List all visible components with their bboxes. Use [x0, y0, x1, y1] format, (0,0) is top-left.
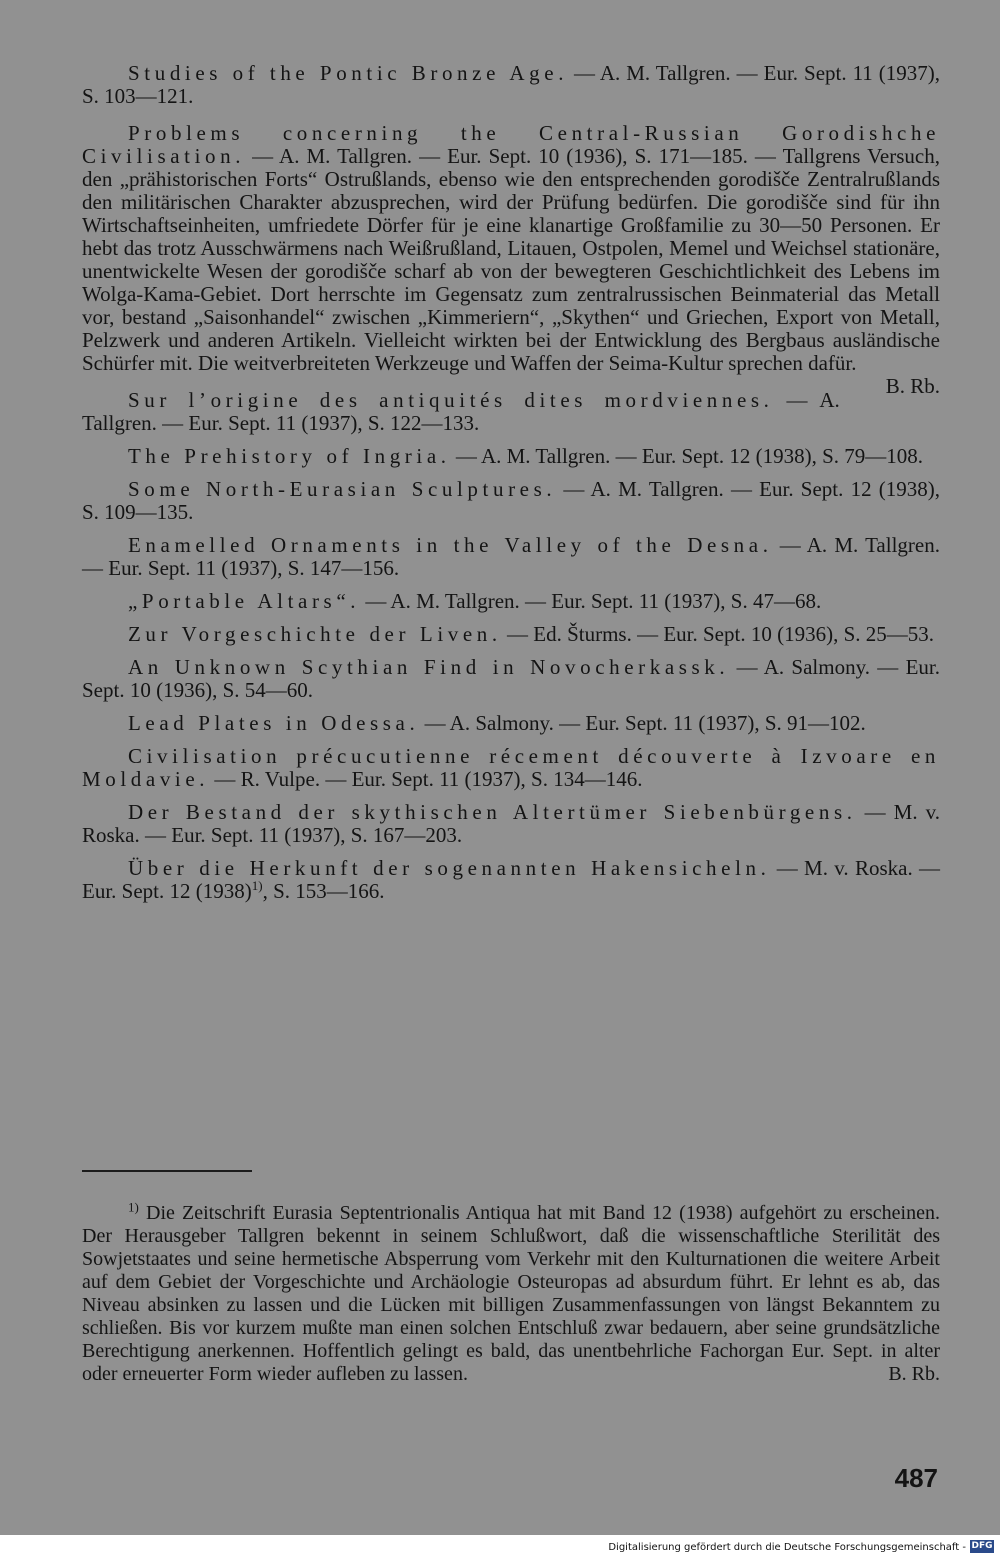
entry-title: Über die Herkunft der sogenannten Hakensicheln.	[128, 856, 771, 880]
entry-title: Lead Plates in Odessa.	[128, 711, 420, 735]
footnote-reference: 1)	[251, 878, 263, 893]
page-number: 487	[894, 1463, 938, 1493]
entry-citation: — A. Salmony. — Eur. Sept. 11 (1937), S. 91—102.	[419, 711, 866, 735]
entry-title: Problems concerning the Central-Russian Gorodishche Civilisation.	[82, 121, 940, 168]
entry-title: „Portable Altars“.	[128, 589, 361, 613]
footnote-divider	[82, 1170, 252, 1172]
entry-citation: — Ed. Šturms. — Eur. Sept. 10 (1936), S. 25—53.	[501, 622, 935, 646]
entry-citation-end: , S. 153—166.	[262, 879, 385, 903]
bibliography-entry	[82, 445, 940, 468]
footnote-signature: B. Rb.	[888, 1363, 940, 1385]
footnote-mark: 1)	[128, 1199, 139, 1215]
entry-title: Some North-Eurasian Sculptures.	[128, 477, 557, 501]
entry-title: An Unknown Scythian Find in Novocherkassk.	[128, 655, 730, 679]
entry-title: Enamelled Ornaments in the Valley of the Desna.	[128, 533, 773, 557]
bibliography-entry	[82, 745, 940, 791]
entry-citation: — A. M. Tallgren. — Eur. Sept. 11 (1937), S. 147—156.	[82, 533, 940, 580]
entry-review: — A. M. Tallgren. — Eur. Sept. 10 (1936), S. 171—185. — Tallgrens Versuch, den „prähistorischen Forts“ Ostrußlands, ebenso wie den entsprechenden gorodišče Zentralrußlands den militärischen Charakter abzusprechen, wird der Prüfung bedürfen. Die gorodišče sind für ihn Wirtschaftseinheiten, umfriedete Dörfer für je eine klanartige Großfamilie zu 30—50 Personen. Er hebt das trotz Ausschwärmens nach Weißrußland, Litauen, Ostpolen, Memel und Weichsel stationäre, unentwickelte Wesen der gorodišče scharf ab von der bewegteren Geschichtlichkeit des Lebens im Wolga-Kama-Gebiet. Dort herrschte im Gegensatz zum zentralrussischen Beinmaterial das Metall vor, bestand „Saisonhandel“ zwischen „Kimmeriern“, „Skythen“ und Griechen, Export von Metall, Pelzwerk und anderen Artikeln. Vielleicht wirkten bei der Entwicklung des Bergbaus ausländische Schürfer mit. Die weitverbreiteten Werkzeuge und Waffen der Seima-Kultur sprechen dafür.	[82, 144, 940, 375]
entry-title: The Prehistory of Ingria.	[128, 444, 451, 468]
bibliography-entry	[82, 801, 940, 847]
entry-title: Studies of the Pontic Bronze Age.	[128, 61, 569, 85]
bibliography-entry	[82, 121, 940, 398]
bibliography-entry	[82, 534, 940, 580]
dfg-logo-icon: DFG	[971, 1541, 993, 1551]
bibliography-entry	[82, 623, 940, 646]
funding-credit: Digitalisierung gefördert durch die Deutsche Forschungsgemeinschaft -	[608, 1542, 966, 1553]
bibliography-entry	[82, 656, 940, 702]
footnote-text: Die Zeitschrift Eurasia Septentrionalis Antiqua hat mit Band 12 (1938) aufgehört zu erscheinen. Der Herausgeber Tallgren bekennt in seinem Schlußwort, daß die wissenschaftliche Sterilität des Sowjetstaates und seine hermetische Absperrung vom Verkehr mit den Kulturnationen die weitere Arbeit auf dem Gebiet der Vorgeschichte und Archäologie Osteuropas ad absurdum führt. Er lehnt es ab, das Niveau absinken zu lassen und die Lücken mit billigen Zusammenfassungen von längst Bekanntem zu schließen. Bis vor kurzem mußte man einen solchen Entschluß zwar bedauern, aber seine grundsätzliche Berechtigung anerkennen. Hoffentlich gelingt es bald, das unentbehrliche Fachorgan Eur. Sept. in alter oder erneuerter Form wieder aufleben zu lassen.	[82, 1202, 940, 1385]
bibliography-list	[82, 62, 940, 913]
entry-citation: — M. v. Roska. — Eur. Sept. 11 (1937), S. 167—203.	[82, 800, 940, 847]
entry-citation: — A. M. Tallgren. — Eur. Sept. 12 (1938), S. 79—108.	[450, 444, 924, 468]
bibliography-entry	[82, 62, 940, 108]
digitization-footer	[0, 1535, 1000, 1557]
entry-citation: — A. M. Tallgren. — Eur. Sept. 11 (1937), S. 47—68.	[360, 589, 822, 613]
entry-citation: — A. Salmony. — Eur. Sept. 10 (1936), S. 54—60.	[82, 655, 940, 702]
bibliography-entry	[82, 857, 940, 903]
entry-citation: — A. Tallgren. — Eur. Sept. 11 (1937), S. 122—133.	[82, 388, 840, 435]
entry-citation: — A. M. Tallgren. — Eur. Sept. 12 (1938), S. 109—135.	[82, 477, 941, 524]
entry-citation: — R. Vulpe. — Eur. Sept. 11 (1937), S. 134—146.	[209, 767, 643, 791]
bibliography-entry	[82, 712, 940, 735]
bibliography-entry	[82, 590, 940, 613]
footnote	[82, 1199, 940, 1386]
reviewer-signature: B. Rb.	[885, 374, 940, 398]
entry-title: Der Bestand der skythischen Altertümer Siebenbürgens.	[128, 800, 857, 824]
entry-title: Sur l’origine des antiquités dites mordviennes.	[128, 388, 774, 412]
bibliography-entry	[82, 478, 940, 524]
entry-title: Civilisation précucutienne récement découverte à Izvoare en Moldavie.	[82, 744, 940, 791]
entry-citation: — M. v. Roska. — Eur. Sept. 12 (1938)	[82, 856, 940, 903]
bibliography-entry	[82, 389, 940, 435]
entry-citation: — A. M. Tallgren. — Eur. Sept. 11 (1937), S. 103—121.	[82, 61, 940, 108]
entry-title: Zur Vorgeschichte der Liven.	[128, 622, 502, 646]
